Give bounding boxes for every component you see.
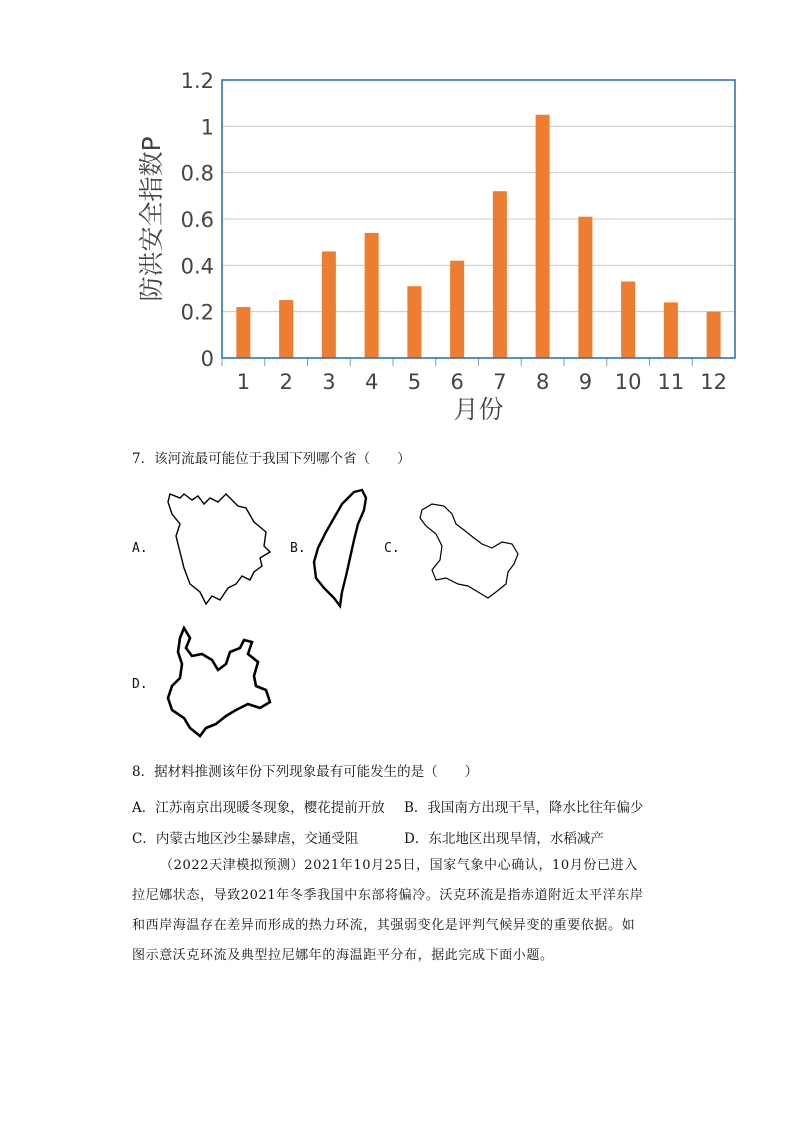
x-tick-label: 1	[236, 370, 251, 394]
y-tick-label: 0.6	[180, 208, 214, 232]
x-tick-label: 7	[493, 370, 507, 394]
y-axis-label: 防洪安全指数P	[137, 136, 166, 302]
heilongjiang-outline-map	[416, 500, 522, 604]
passage-line-2: 拉尼娜状态，导致2021年冬季我国中东部将偏冷。沃克环流是指赤道附近太平洋东岸	[132, 888, 644, 903]
bar	[450, 261, 464, 358]
x-tick-label: 10	[614, 370, 642, 394]
y-tick-label: 0.2	[180, 300, 214, 325]
question-7: 7．该河流最可能位于我国下列哪个省（ ）	[132, 451, 411, 467]
passage-line-4: 图示意沃克环流及典型拉尼娜年的海温距平分布，据此完成下面小题。	[132, 948, 554, 963]
bar	[493, 191, 507, 358]
bar	[236, 307, 250, 358]
y-tick-label: 0	[200, 347, 214, 371]
x-tick-label: 6	[450, 370, 464, 394]
option-d-label: D.	[132, 677, 148, 692]
q8-options-row-2	[132, 827, 604, 847]
y-tick-label: 1	[200, 115, 214, 140]
bar	[279, 300, 293, 358]
q8-options-row-1	[132, 796, 643, 816]
option-a-label: A.	[132, 541, 148, 556]
bar	[407, 286, 421, 358]
x-axis-label: 月份	[453, 395, 504, 424]
bar	[664, 302, 678, 358]
q8-option-a: A．江苏南京出现暖冬现象，樱花提前开放	[132, 800, 385, 816]
x-tick-label: 2	[279, 370, 293, 394]
y-tick-label: 1.2	[180, 69, 214, 93]
option-c-label: C.	[384, 541, 400, 556]
q8-option-b: B．我国南方出现干旱，降水比往年偏少	[404, 800, 644, 816]
y-tick-label: 0.8	[180, 161, 214, 186]
option-b-label: B.	[290, 541, 306, 556]
sichuan-outline-map	[162, 488, 272, 608]
q8-option-d: D．东北地区出现旱情，水稻减产	[404, 831, 604, 847]
x-tick-label: 11	[657, 370, 685, 394]
x-tick-labels	[222, 358, 727, 394]
question-8: 8．据材料推测该年份下列现象最有可能发生的是（ ）	[132, 764, 479, 780]
taiwan-outline-map	[310, 488, 372, 610]
y-tick-label: 0.4	[180, 254, 214, 279]
passage-line-3: 和西岸海温存在差异而形成的热力环流，其强弱变化是评判气候异变的重要依据。如	[132, 918, 636, 933]
yunnan-outline-map	[162, 624, 278, 740]
q8-option-c: C．内蒙古地区沙尘暴肆虐，交通受阻	[132, 831, 359, 847]
bar	[365, 233, 379, 358]
passage	[132, 851, 672, 971]
flood-safety-chart	[130, 60, 750, 430]
y-tick-labels	[181, 69, 214, 371]
x-tick-label: 4	[364, 370, 379, 394]
passage-line-1: （2022天津模拟预测）2021年10月25日，国家气象中心确认，10月份已进入	[160, 858, 638, 873]
x-tick-label: 9	[578, 370, 593, 394]
x-tick-label: 12	[700, 370, 727, 394]
x-tick-label: 5	[407, 370, 422, 394]
bar	[621, 282, 635, 358]
grid-lines	[222, 126, 735, 311]
x-tick-label: 8	[535, 370, 550, 394]
x-tick-label: 3	[322, 370, 336, 394]
bars	[236, 115, 720, 358]
bar	[707, 312, 721, 358]
bar	[536, 115, 550, 358]
bar	[322, 251, 336, 358]
bar	[578, 217, 592, 358]
